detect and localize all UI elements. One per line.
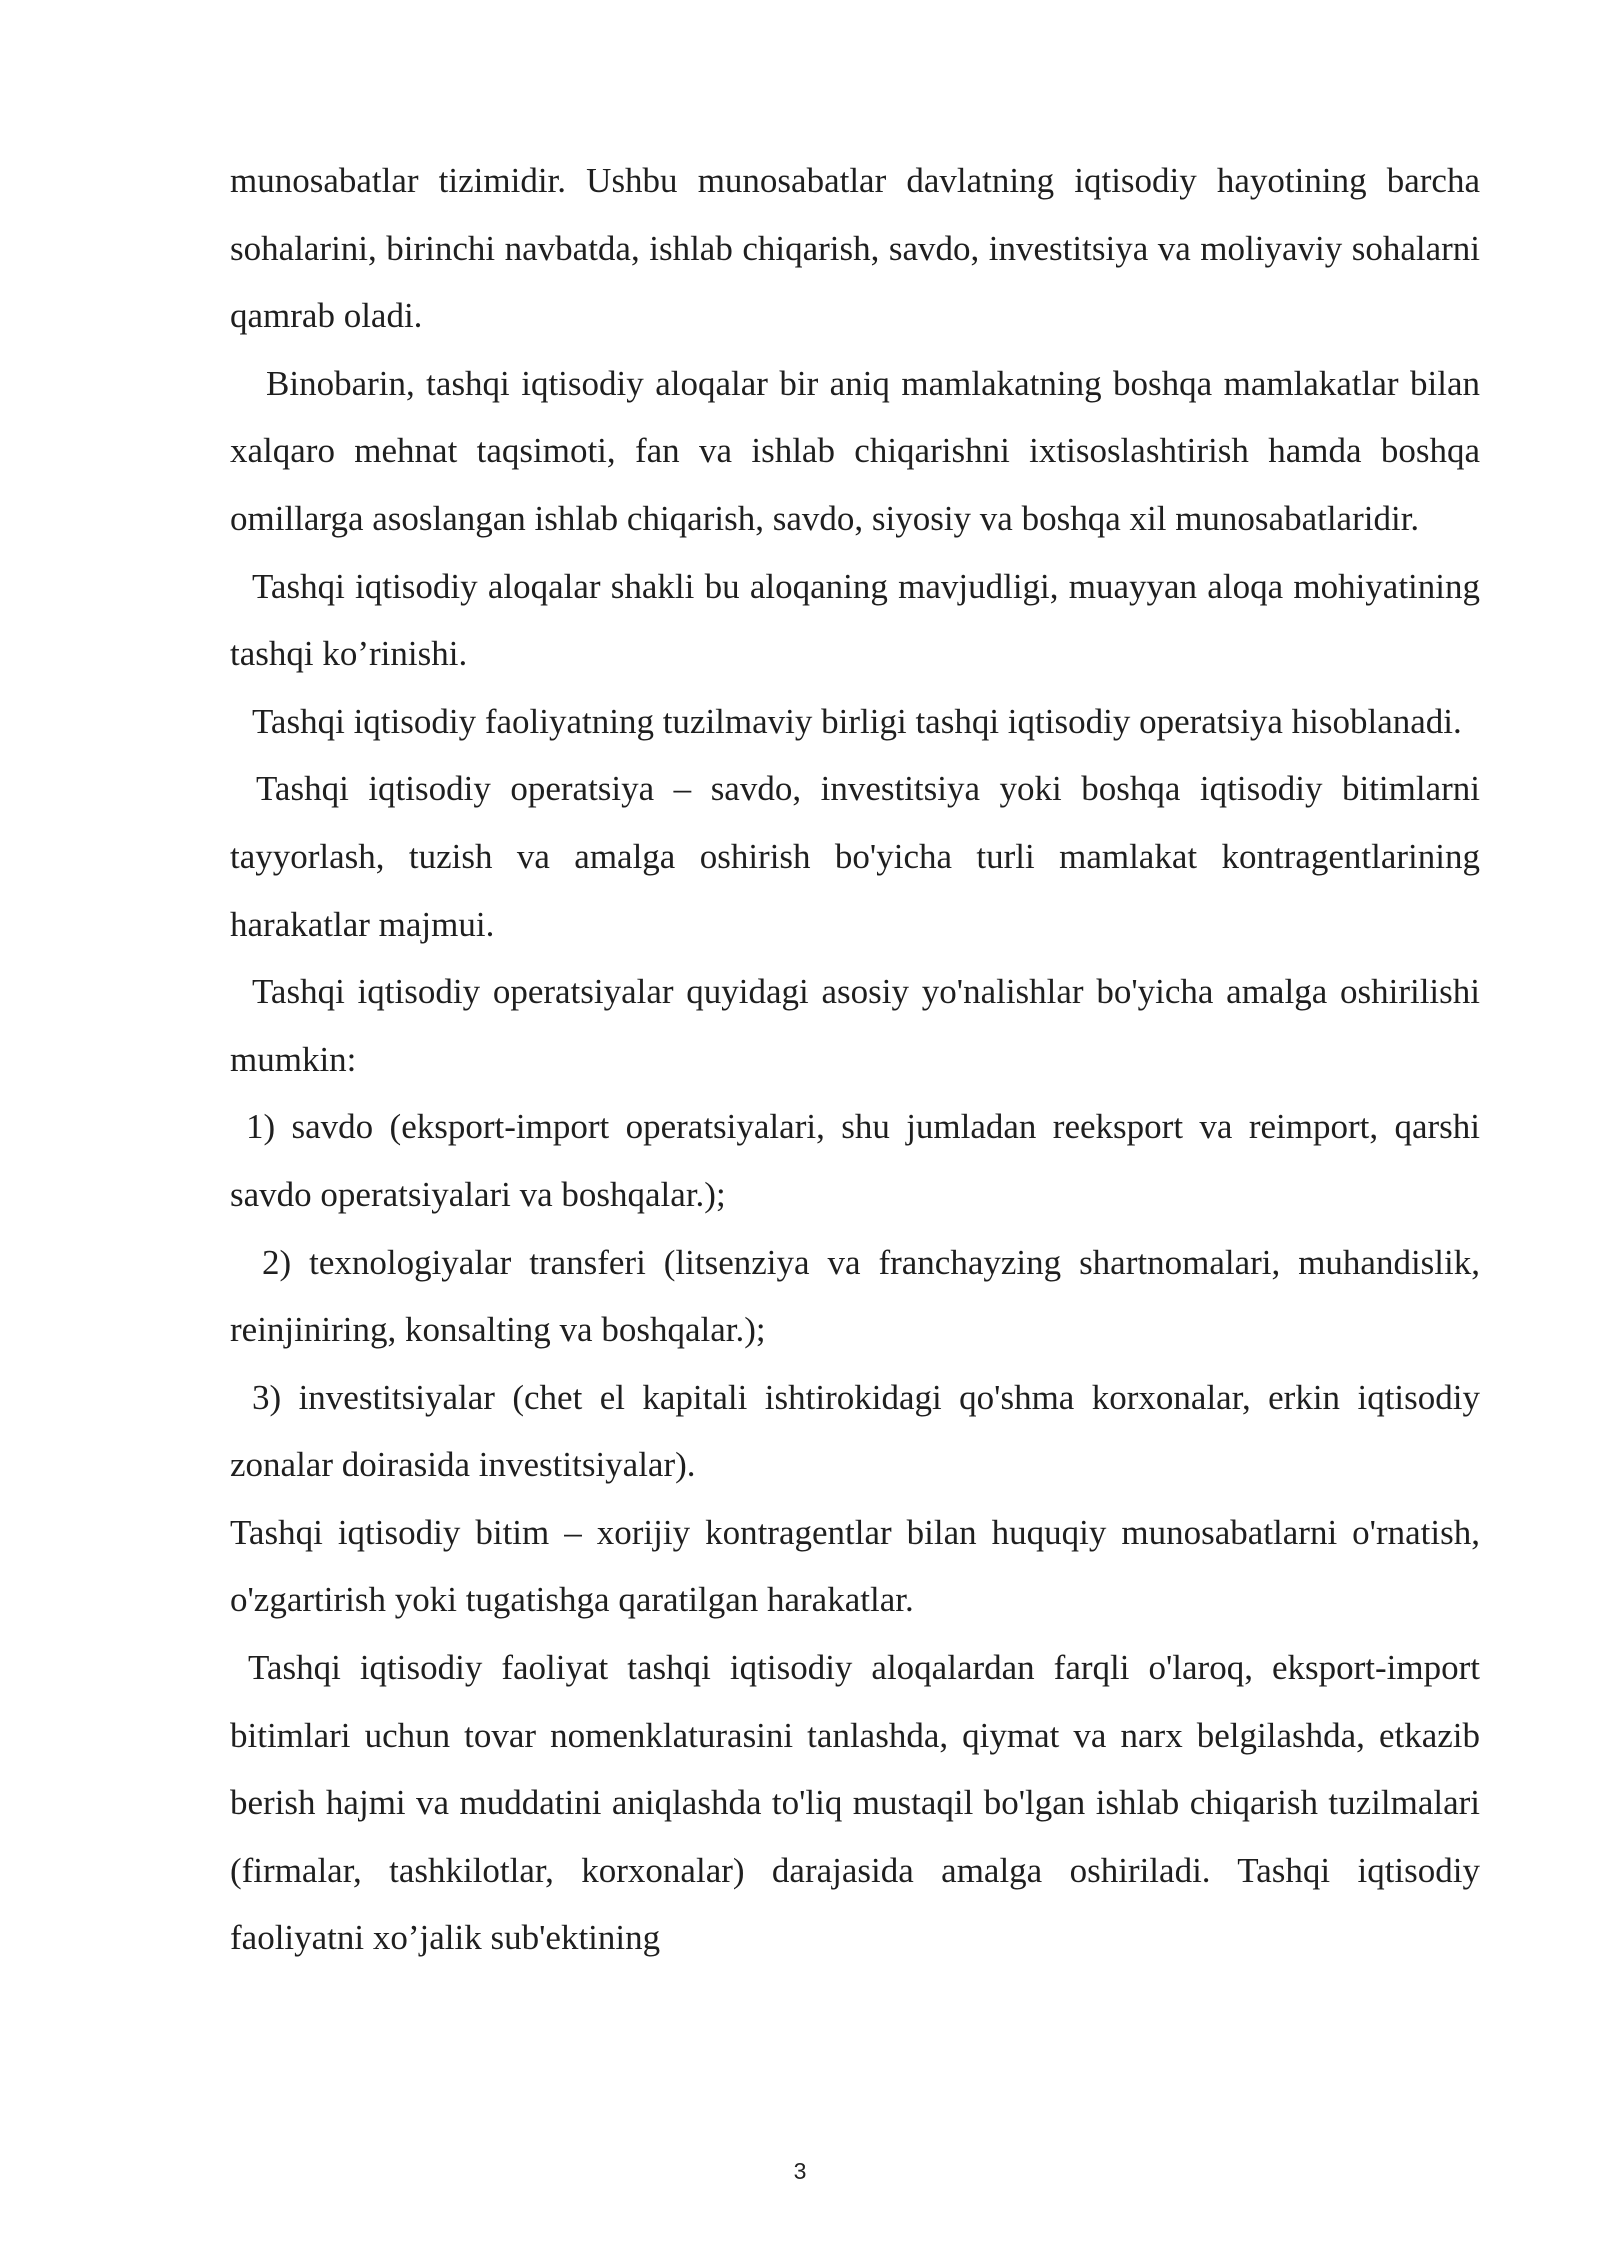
paragraph: Tashqi iqtisodiy bitim – xorijiy kontragentlar bilan huquqiy munosabatlarni o'rnatish, o'zgartirish yoki tugatishga qaratilgan harakatlar.	[230, 1512, 1480, 1620]
list-item: 3) investitsiyalar (chet el kapitali ishtirokidagi qo'shma korxonalar, erkin iqtisodiy zonalar doirasida investitsiyalar).	[230, 1377, 1480, 1485]
paragraph: Tashqi iqtisodiy aloqalar shakli bu aloqaning mavjudligi, muayyan aloqa mohiyatining tashqi ko’rinishi.	[230, 566, 1480, 674]
list-item: 1) savdo (eksport-import operatsiyalari, shu jumladan reeksport va reimport, qarshi savdo operatsiyalari va boshqalar.);	[230, 1107, 1480, 1214]
paragraph: Tashqi iqtisodiy faoliyatning tuzilmaviy birligi tashqi iqtisodiy operatsiya hisoblanadi.	[252, 701, 1462, 741]
list-item: 2) texnologiyalar transferi (litsenziya va franchayzing shartnomalari, muhandislik, reinjiniring, konsalting va boshqalar.);	[230, 1242, 1480, 1350]
body-text	[230, 147, 1480, 1972]
paragraph: Tashqi iqtisodiy operatsiyalar quyidagi asosiy yo'nalishlar bo'yicha amalga oshirilishi mumkin:	[230, 972, 1480, 1079]
paragraph: Tashqi iqtisodiy faoliyat tashqi iqtisodiy aloqalardan farqli o'laroq, eksport-import bitimlari uchun tovar nomenklaturasini tanlashda, qiymat va narx belgilashda, etkazib berish hajmi va muddatini aniqlashda to'liq mustaqil bo'lgan ishlab chiqarish tuzilmalari (firmalar, tashkilotlar, korxonalar) darajasida amalga oshiriladi. Tashqi iqtisodiy faoliyatni xo’jalik sub'ektining	[230, 1648, 1480, 1958]
paragraph: Binobarin, tashqi iqtisodiy aloqalar bir aniq mamlakatning boshqa mamlakatlar bilan xalqaro mehnat taqsimoti, fan va ishlab chiqarishni ixtisoslashtirish hamda boshqa omillarga asoslangan ishlab chiqarish, savdo, siyosiy va boshqa xil munosabatlaridir.	[230, 363, 1480, 538]
paragraph: Tashqi iqtisodiy operatsiya – savdo, investitsiya yoki boshqa iqtisodiy bitimlarni tayyorlash, tuzish va amalga oshirish bo'yicha turli mamlakat kontragentlarining harakatlar majmui.	[230, 769, 1480, 944]
paragraph: munosabatlar tizimidir. Ushbu munosabatlar davlatning iqtisodiy hayotining barcha sohalarini, birinchi navbatda, ishlab chiqarish, savdo, investitsiya va moliyaviy sohalarni qamrab oladi.	[230, 161, 1480, 336]
page-number: 3	[793, 2158, 807, 2184]
